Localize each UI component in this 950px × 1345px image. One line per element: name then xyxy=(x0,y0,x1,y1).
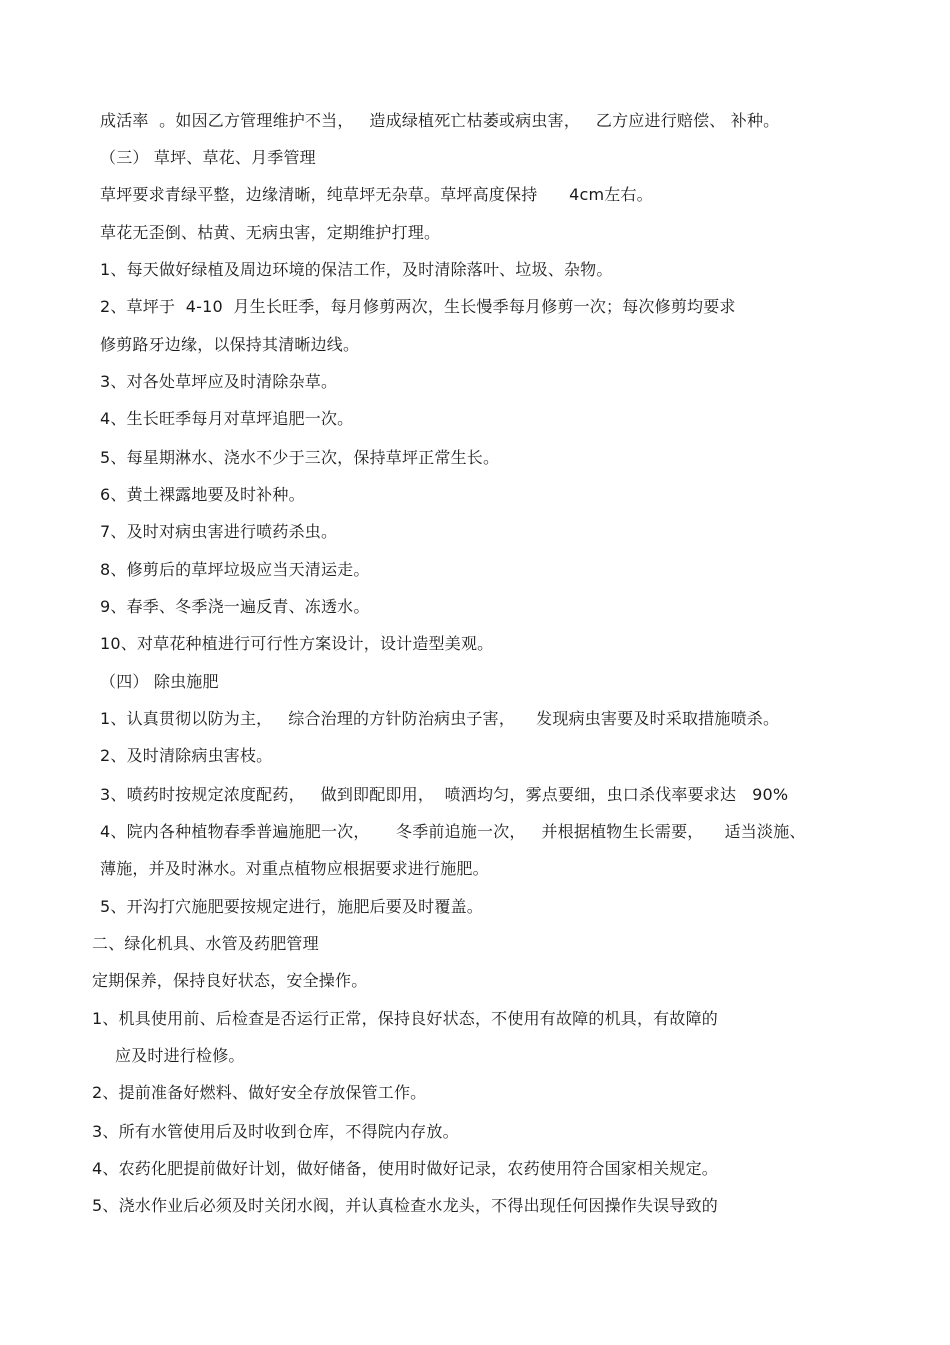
list-item: 4、生长旺季每月对草坪追肥一次。 xyxy=(100,409,354,428)
list-item: 2、及时清除病虫害枝。 xyxy=(100,746,273,765)
list-item: 1、认真贯彻以防为主， 综合治理的方针防治病虫子害， 发现病虫害要及时采取措施喷杀。 xyxy=(100,709,780,728)
section-heading: （三） 草坪、草花、月季管理 xyxy=(100,148,316,167)
text-line: 草花无歪倒、枯黄、无病虫害，定期维护打理。 xyxy=(100,223,441,242)
section-heading: （四） 除虫施肥 xyxy=(100,672,219,691)
list-item: 2、提前准备好燃料、做好安全存放保管工作。 xyxy=(92,1083,427,1102)
list-item: 3、所有水管使用后及时收到仓库，不得院内存放。 xyxy=(92,1122,459,1141)
list-item: 7、及时对病虫害进行喷药杀虫。 xyxy=(100,522,338,541)
list-item: 6、黄土裸露地要及时补种。 xyxy=(100,485,305,504)
list-item: 9、春季、冬季浇一遍反青、冻透水。 xyxy=(100,597,370,616)
list-item: 8、修剪后的草坪垃圾应当天清运走。 xyxy=(100,560,370,579)
list-item: 5、浇水作业后必须及时关闭水阀，并认真检查水龙头，不得出现任何因操作失误导致的 xyxy=(92,1196,718,1215)
list-item: 3、对各处草坪应及时清除杂草。 xyxy=(100,372,338,391)
list-item: 1、机具使用前、后检查是否运行正常，保持良好状态，不使用有故障的机具，有故障的 xyxy=(92,1009,718,1028)
text-line: 成活率 。如因乙方管理维护不当， 造成绿植死亡枯萎或病虫害， 乙方应进行赔偿、 补种。 xyxy=(100,111,780,130)
text-line: 应及时进行检修。 xyxy=(115,1046,245,1065)
text-line: 草坪要求青绿平整，边缘清晰，纯草坪无杂草。草坪高度保持 4cm左右。 xyxy=(100,185,653,204)
text-line: 薄施，并及时淋水。对重点植物应根据要求进行施肥。 xyxy=(100,859,489,878)
list-item: 1、每天做好绿植及周边环境的保洁工作，及时清除落叶、垃圾、杂物。 xyxy=(100,260,613,279)
text-line: 修剪路牙边缘，以保持其清晰边线。 xyxy=(100,335,360,354)
list-item: 3、喷药时按规定浓度配药， 做到即配即用， 喷洒均匀，雾点要细，虫口杀伐率要求达 90% xyxy=(100,785,789,804)
list-item: 10、对草花种植进行可行性方案设计，设计造型美观。 xyxy=(100,634,494,653)
text-line: 定期保养，保持良好状态，安全操作。 xyxy=(92,971,368,990)
list-item: 4、农药化肥提前做好计划，做好储备，使用时做好记录，农药使用符合国家相关规定。 xyxy=(92,1159,718,1178)
list-item: 5、每星期淋水、浇水不少于三次，保持草坪正常生长。 xyxy=(100,448,500,467)
list-item: 5、开沟打穴施肥要按规定进行，施肥后要及时覆盖。 xyxy=(100,897,483,916)
list-item: 2、草坪于 4-10 月生长旺季，每月修剪两次，生长慢季每月修剪一次；每次修剪均要求 xyxy=(100,297,736,316)
section-heading: 二、绿化机具、水管及药肥管理 xyxy=(92,934,319,953)
list-item: 4、院内各种植物春季普遍施肥一次， 冬季前追施一次， 并根据植物生长需要， 适当淡施、 xyxy=(100,822,806,841)
